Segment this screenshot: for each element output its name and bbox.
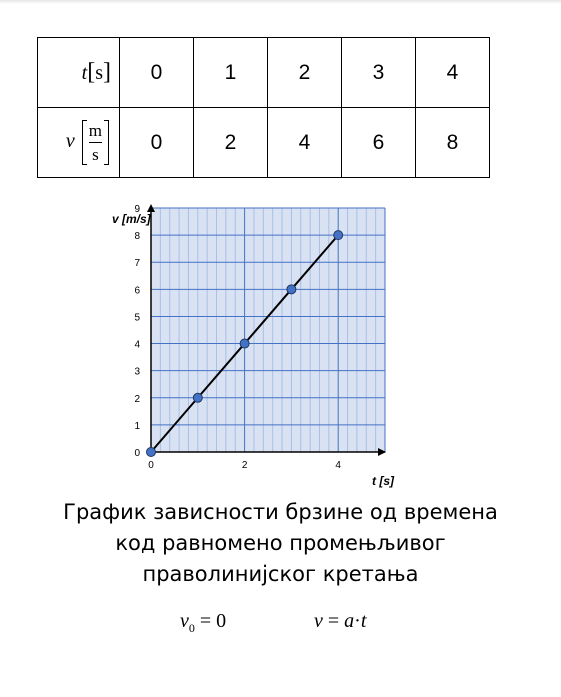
formula-var: v bbox=[314, 610, 323, 632]
velocity-time-chart bbox=[0, 195, 561, 495]
caption-line: График зависности брзине од времена bbox=[63, 500, 498, 524]
x-tick-label: 0 bbox=[148, 460, 154, 471]
formula-t: t bbox=[360, 610, 367, 632]
data-point bbox=[147, 448, 156, 457]
velocity-cell: 8 bbox=[416, 108, 490, 178]
values-table bbox=[37, 37, 490, 178]
velocity-cell: 2 bbox=[194, 108, 268, 178]
y-tick-label: 8 bbox=[134, 231, 140, 243]
chart-caption bbox=[0, 497, 561, 590]
formula-a: a bbox=[344, 610, 355, 632]
y-tick-label: 1 bbox=[134, 420, 140, 432]
x-tick-label: 2 bbox=[241, 460, 248, 471]
fraction-bar bbox=[89, 142, 102, 143]
unit-denominator: s bbox=[92, 145, 99, 164]
velocity-formula bbox=[314, 610, 366, 633]
plot-background bbox=[151, 208, 385, 452]
time-cell: 2 bbox=[268, 38, 342, 108]
x-axis-label: t [s] bbox=[372, 474, 394, 488]
data-point bbox=[240, 339, 249, 348]
data-point bbox=[287, 285, 296, 294]
time-cell: 0 bbox=[120, 38, 194, 108]
bracket-close: ] bbox=[103, 59, 111, 85]
time-cell: 3 bbox=[342, 38, 416, 108]
y-tick-label: 2 bbox=[134, 393, 140, 405]
formula-var: v bbox=[180, 610, 189, 632]
bracket-tick bbox=[104, 164, 108, 165]
y-tick-label: 9 bbox=[134, 204, 140, 215]
time-header-cell bbox=[38, 38, 120, 108]
y-tick-label: 3 bbox=[134, 366, 140, 378]
velocity-cell: 4 bbox=[268, 108, 342, 178]
time-cell: 1 bbox=[194, 38, 268, 108]
formula-dot: · bbox=[354, 610, 361, 632]
caption-line: праволинијског кретања bbox=[142, 562, 419, 586]
top-edge bbox=[0, 0, 561, 4]
time-symbol: t bbox=[81, 62, 88, 84]
data-point bbox=[334, 231, 343, 240]
time-unit: s bbox=[95, 62, 103, 84]
bracket-tick bbox=[104, 120, 108, 121]
velocity-unit-fraction bbox=[82, 120, 109, 165]
x-tick-label: 4 bbox=[335, 460, 341, 471]
y-tick-label: 4 bbox=[134, 339, 140, 351]
caption-line: код равномено промењљивог bbox=[115, 531, 446, 555]
y-tick-label: 6 bbox=[134, 285, 140, 297]
initial-velocity-formula bbox=[180, 610, 226, 636]
y-tick-label: 7 bbox=[134, 258, 140, 270]
formula-rest: = 0 bbox=[194, 610, 227, 632]
unit-numerator: m bbox=[88, 121, 102, 140]
data-point bbox=[193, 393, 202, 402]
table-row-velocity bbox=[38, 108, 490, 178]
table-row-time bbox=[38, 38, 490, 108]
y-axis-label: v [m/s] bbox=[112, 212, 151, 226]
velocity-cell: 6 bbox=[342, 108, 416, 178]
formula-subscript: 0 bbox=[188, 621, 195, 635]
velocity-header-cell bbox=[38, 108, 120, 178]
time-cell: 4 bbox=[416, 38, 490, 108]
formula-eq: = bbox=[322, 610, 345, 632]
velocity-cell: 0 bbox=[120, 108, 194, 178]
y-tick-label: 5 bbox=[134, 312, 140, 324]
bracket-open: [ bbox=[87, 59, 96, 85]
velocity-symbol: v bbox=[65, 130, 75, 153]
y-tick-label: 0 bbox=[134, 448, 140, 459]
